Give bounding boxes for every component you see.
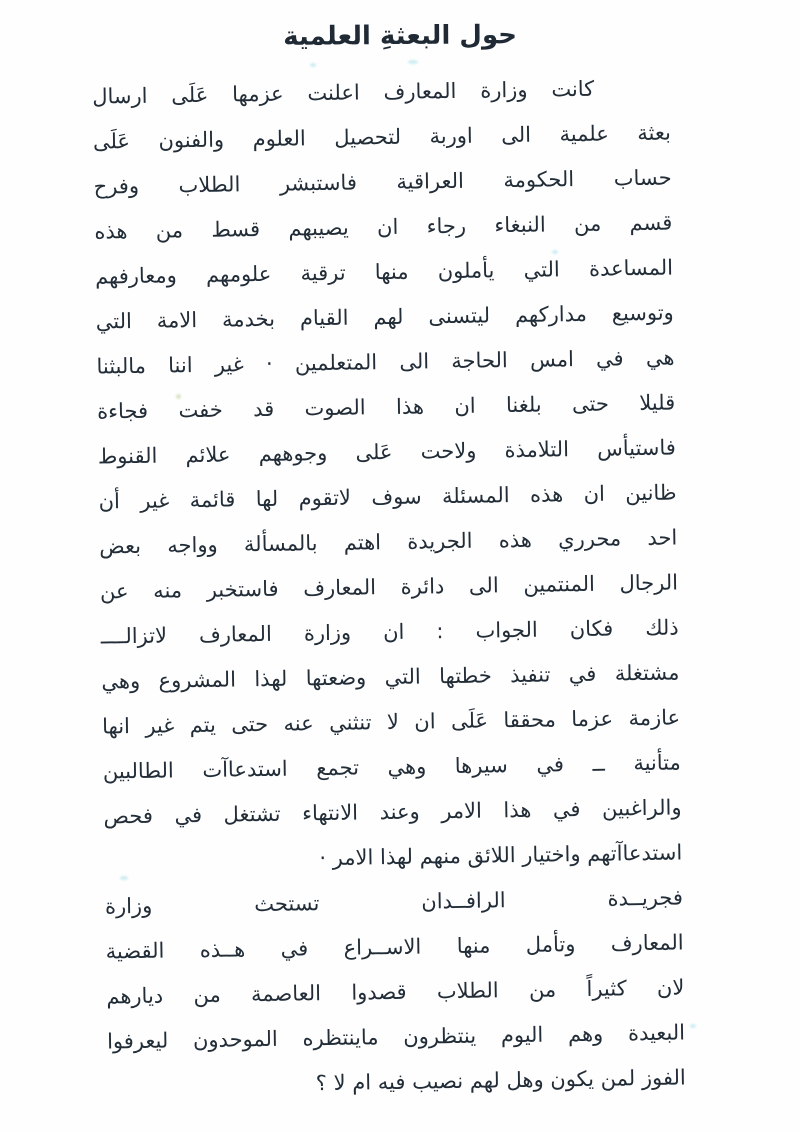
document-body [92,66,686,1110]
scan-artifact [176,394,181,399]
text-line: قليلا حتى بلغنا ان هذا الصوت قد خفت فجاءة [97,390,676,424]
text-line: والراغبين في هذا الامر وعند الانتهاء تشتغل في فحص [103,795,682,829]
text-line: كانت وزارة المعارف اعلنت عزمها عَلَى ارسال [92,76,595,109]
text-line: ظانين ان هذه المسئلة سوف لاتقوم لها قائمة غير أن [98,480,677,514]
scan-artifact [552,250,558,254]
text-line: الرجال المنتمين الى دائرة المعارف فاستخبر منه عن [99,570,679,604]
text-line: مشتغلة في تنفيذ خطتها التي وضعتها لهذا المشروع وهي [101,660,680,694]
text-line: لان كثيراً من الطلاب قصدوا العاصمة من ديارهم [106,975,685,1009]
text-line: عازمة عزما محققا عَلَى ان لا تنثني عنه حتى يتم غير انها [101,705,681,739]
text-line: بعثة علمية الى اوربة لتحصيل العلوم والفنون عَلَى [92,120,672,154]
scan-artifact [408,60,418,64]
text-line: البعيدة وهم اليوم ينتظرون ماينتظره الموحدون ليعرفوا [106,1020,686,1054]
text-line: المساعدة التي يأملون منها ترقية علومهم ومعارفهم [94,255,674,289]
text-line: الفوز لمن يكون وهل لهم نصيب فيه ام لا ؟ [315,1065,686,1096]
scan-artifact [310,63,316,67]
text-line: متأنية ــ في سيرها وهي تجمع استدعاآت الطالبين [102,750,681,784]
text-line: وتوسيع مداركهم ليتسنى لهم القيام بخدمة الامة التي [95,300,674,334]
document-title: حول البعثةِ العلمية [283,20,518,52]
text-line: المعارف وتأمل منها الاســراع في هــذه القضية [105,930,684,964]
text-line: ذلك فكان الجواب : ان وزارة المعارف لاتزالــــ [100,615,679,649]
text-line: هي في امس الحاجة الى المتعلمين · غير اننا مالبثنا [96,345,675,379]
scan-artifact [690,1024,696,1028]
text-line: استدعاآتهم واختيار اللائق منهم لهذا الامر · [319,840,683,871]
text-line: قسم من النبغاء رجاء ان يصيبهم قسط من هذه [94,210,673,244]
scan-artifact [120,876,128,880]
text-line: احد محرري هذه الجريدة اهتم بالمسألة وواجه بعض [99,525,678,559]
text-line: حساب الحكومة العراقية فاستبشر الطلاب وفرح [93,165,672,199]
text-line: فاستيأس التلامذة ولاحت عَلى وجوههم علائم القنوط [97,435,677,469]
text-line: فجريــدة الرافــدان تستحث وزارة [104,885,684,919]
